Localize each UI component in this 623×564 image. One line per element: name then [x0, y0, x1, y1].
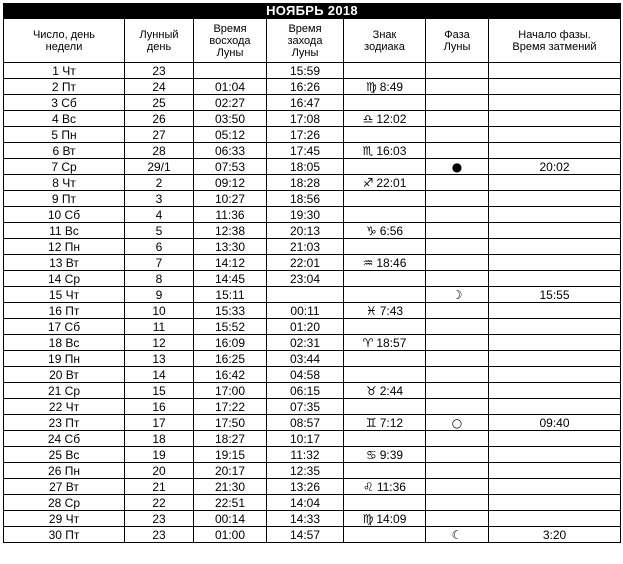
- phase-start-cell: [489, 463, 621, 479]
- header-line: Лунный: [139, 28, 179, 41]
- moonrise-cell: 20:17: [194, 463, 267, 479]
- phase-cell: [426, 175, 489, 191]
- date-cell: 9 Пт: [4, 191, 125, 207]
- lunar-day-cell: 10: [125, 303, 194, 319]
- phase-cell: [426, 239, 489, 255]
- phase-start-cell: [489, 303, 621, 319]
- table-row: [4, 495, 621, 511]
- moonrise-cell: 17:50: [194, 415, 267, 431]
- lunar-day-cell: 29/1: [125, 159, 194, 175]
- header-line: Время: [213, 22, 247, 35]
- zodiac-sign-icon: ♑: [365, 223, 377, 238]
- moonset-cell: 13:26: [267, 479, 344, 495]
- phase-cell: [426, 127, 489, 143]
- table-row: [4, 287, 621, 303]
- lunar-day-cell: 11: [125, 319, 194, 335]
- header-line: Время: [288, 22, 322, 35]
- lunar-day-cell: 19: [125, 447, 194, 463]
- moonrise-cell: 11:36: [194, 207, 267, 223]
- zodiac-sign-icon: ♋: [365, 447, 377, 462]
- phase-cell: [426, 255, 489, 271]
- phase-start-cell: [489, 319, 621, 335]
- phase-cell: [426, 319, 489, 335]
- lunar-day-cell: 17: [125, 415, 194, 431]
- zodiac-sign-icon: ♎: [362, 111, 374, 126]
- moonset-cell: 14:33: [267, 511, 344, 527]
- moonset-cell: [267, 287, 344, 303]
- moonrise-cell: 02:27: [194, 95, 267, 111]
- moonset-cell: 06:15: [267, 383, 344, 399]
- table-row: [4, 223, 621, 239]
- phase-cell: [426, 367, 489, 383]
- phase-start-cell: [489, 127, 621, 143]
- table-row: [4, 447, 621, 463]
- phase-cell: [426, 431, 489, 447]
- table-row: [4, 383, 621, 399]
- date-cell: 21 Ср: [4, 383, 125, 399]
- moonset-cell: 02:31: [267, 335, 344, 351]
- zodiac-entry-time: 16:03: [376, 143, 407, 158]
- table-row: [4, 527, 621, 543]
- lunar-day-cell: 21: [125, 479, 194, 495]
- moonset-cell: 08:57: [267, 415, 344, 431]
- lunar-day-cell: 18: [125, 431, 194, 447]
- lunar-day-cell: 23: [125, 527, 194, 543]
- table-row: [4, 303, 621, 319]
- table-row: [4, 159, 621, 175]
- zodiac-cell: [344, 255, 426, 271]
- zodiac-entry-time: 8:49: [379, 79, 404, 94]
- zodiac-cell: [344, 367, 426, 383]
- header-line: Число, день: [32, 28, 96, 41]
- header-row: [4, 19, 621, 63]
- lunar-day-cell: 6: [125, 239, 194, 255]
- zodiac-cell: [344, 127, 426, 143]
- moonrise-cell: 22:51: [194, 495, 267, 511]
- phase-cell: [426, 207, 489, 223]
- phase-start-cell: [489, 175, 621, 191]
- phase-start-cell: [489, 207, 621, 223]
- phase-start-cell: 15:55: [489, 287, 621, 303]
- zodiac-cell: [344, 223, 426, 239]
- zodiac-cell: [344, 303, 426, 319]
- zodiac-cell: [344, 287, 426, 303]
- date-cell: 8 Чт: [4, 175, 125, 191]
- table-row: [4, 127, 621, 143]
- header-line: Начало фазы.: [518, 28, 591, 41]
- date-cell: 3 Сб: [4, 95, 125, 111]
- phase-cell: [426, 271, 489, 287]
- moon-phase-icon: ☾: [451, 527, 463, 542]
- zodiac-cell: [344, 335, 426, 351]
- moonset-cell: 07:35: [267, 399, 344, 415]
- phase-start-cell: [489, 239, 621, 255]
- moonrise-cell: 12:38: [194, 223, 267, 239]
- date-cell: 5 Пн: [4, 127, 125, 143]
- zodiac-sign-icon: ♍: [362, 511, 374, 526]
- moonset-cell: 12:35: [267, 463, 344, 479]
- table-row: [4, 191, 621, 207]
- date-cell: 22 Чт: [4, 399, 125, 415]
- lunar-day-cell: 23: [125, 511, 194, 527]
- table-row: [4, 431, 621, 447]
- zodiac-cell: [344, 383, 426, 399]
- lunar-calendar: [3, 3, 621, 543]
- zodiac-cell: [344, 143, 426, 159]
- moonrise-cell: 05:12: [194, 127, 267, 143]
- moon-phase-icon: ●: [451, 159, 463, 174]
- header-moonset: [267, 19, 344, 63]
- table-row: [4, 319, 621, 335]
- moonrise-cell: [194, 63, 267, 79]
- date-cell: 23 Пт: [4, 415, 125, 431]
- table-row: [4, 239, 621, 255]
- phase-cell: [426, 383, 489, 399]
- moonrise-cell: 01:00: [194, 527, 267, 543]
- lunar-day-cell: 24: [125, 79, 194, 95]
- phase-cell: [426, 351, 489, 367]
- moonset-cell: 18:28: [267, 175, 344, 191]
- phase-cell: [426, 511, 489, 527]
- lunar-day-cell: 26: [125, 111, 194, 127]
- table-row: [4, 271, 621, 287]
- phase-start-cell: [489, 255, 621, 271]
- header-moonrise: [194, 19, 267, 63]
- date-cell: 15 Чт: [4, 287, 125, 303]
- phase-start-cell: 09:40: [489, 415, 621, 431]
- lunar-day-cell: 28: [125, 143, 194, 159]
- zodiac-entry-time: 7:12: [379, 415, 404, 430]
- zodiac-entry-time: 22:01: [376, 175, 407, 190]
- zodiac-cell: [344, 63, 426, 79]
- table-row: [4, 255, 621, 271]
- table-row: [4, 415, 621, 431]
- phase-start-cell: [489, 479, 621, 495]
- header-line: Луны: [291, 46, 319, 59]
- moonset-cell: 18:56: [267, 191, 344, 207]
- zodiac-cell: [344, 159, 426, 175]
- date-cell: 2 Пт: [4, 79, 125, 95]
- lunar-calendar-table: [3, 3, 621, 543]
- header-lunar-day: [125, 19, 194, 63]
- moonset-cell: 04:58: [267, 367, 344, 383]
- phase-cell: [426, 335, 489, 351]
- lunar-day-cell: 20: [125, 463, 194, 479]
- moonrise-cell: 14:12: [194, 255, 267, 271]
- lunar-day-cell: 5: [125, 223, 194, 239]
- zodiac-sign-icon: ♈: [362, 335, 374, 350]
- month-title: НОЯБРЬ 2018: [4, 4, 621, 19]
- table-row: [4, 95, 621, 111]
- zodiac-cell: [344, 239, 426, 255]
- phase-start-cell: [489, 95, 621, 111]
- zodiac-entry-time: 18:46: [376, 255, 407, 270]
- zodiac-sign-icon: ♍: [365, 79, 377, 94]
- date-cell: 1 Чт: [4, 63, 125, 79]
- phase-start-cell: [489, 223, 621, 239]
- moonset-cell: 17:45: [267, 143, 344, 159]
- header-line: недели: [45, 40, 83, 53]
- table-row: [4, 367, 621, 383]
- table-row: [4, 479, 621, 495]
- zodiac-cell: [344, 319, 426, 335]
- zodiac-sign-icon: ♌: [363, 479, 374, 494]
- lunar-day-cell: 9: [125, 287, 194, 303]
- zodiac-entry-time: 12:02: [376, 111, 407, 126]
- date-cell: 25 Вс: [4, 447, 125, 463]
- date-cell: 20 Вт: [4, 367, 125, 383]
- zodiac-cell: [344, 415, 426, 431]
- moonset-cell: 20:13: [267, 223, 344, 239]
- zodiac-cell: [344, 79, 426, 95]
- lunar-day-cell: 22: [125, 495, 194, 511]
- header-phase-start: [489, 19, 621, 63]
- phase-cell: [426, 287, 489, 303]
- moonset-cell: 14:57: [267, 527, 344, 543]
- header-line: Знак: [372, 28, 397, 41]
- table-row: [4, 143, 621, 159]
- zodiac-cell: [344, 447, 426, 463]
- lunar-day-cell: 3: [125, 191, 194, 207]
- moonrise-cell: 16:09: [194, 335, 267, 351]
- phase-cell: [426, 223, 489, 239]
- phase-start-cell: [489, 351, 621, 367]
- moonrise-cell: 09:12: [194, 175, 267, 191]
- date-cell: 11 Вс: [4, 223, 125, 239]
- moonrise-cell: 03:50: [194, 111, 267, 127]
- date-cell: 18 Вс: [4, 335, 125, 351]
- moonset-cell: 10:17: [267, 431, 344, 447]
- phase-cell: [426, 191, 489, 207]
- phase-cell: [426, 399, 489, 415]
- moonset-cell: 03:44: [267, 351, 344, 367]
- moonset-cell: 22:01: [267, 255, 344, 271]
- moonrise-cell: 15:52: [194, 319, 267, 335]
- zodiac-cell: [344, 479, 426, 495]
- phase-start-cell: [489, 271, 621, 287]
- moonrise-cell: 17:22: [194, 399, 267, 415]
- moonrise-cell: 10:27: [194, 191, 267, 207]
- zodiac-cell: [344, 463, 426, 479]
- header-line: восхода: [209, 34, 251, 47]
- phase-cell: [426, 159, 489, 175]
- moonset-cell: 18:05: [267, 159, 344, 175]
- phase-cell: [426, 95, 489, 111]
- zodiac-cell: [344, 191, 426, 207]
- header-date: [4, 19, 125, 63]
- phase-cell: [426, 415, 489, 431]
- moonset-cell: 21:03: [267, 239, 344, 255]
- phase-start-cell: [489, 143, 621, 159]
- moonrise-cell: 14:45: [194, 271, 267, 287]
- zodiac-sign-icon: ♉: [365, 383, 377, 398]
- moon-phase-icon: ☽: [451, 287, 463, 302]
- lunar-day-cell: 7: [125, 255, 194, 271]
- zodiac-sign-icon: ♏: [362, 143, 374, 158]
- phase-start-cell: [489, 111, 621, 127]
- lunar-day-cell: 4: [125, 207, 194, 223]
- phase-start-cell: [489, 495, 621, 511]
- date-cell: 12 Пн: [4, 239, 125, 255]
- table-row: [4, 207, 621, 223]
- header-line: зодиака: [364, 40, 405, 53]
- header-line: Фаза: [444, 28, 470, 41]
- table-row: [4, 463, 621, 479]
- moonrise-cell: 16:42: [194, 367, 267, 383]
- moonrise-cell: 19:15: [194, 447, 267, 463]
- phase-cell: [426, 111, 489, 127]
- zodiac-cell: [344, 111, 426, 127]
- moonset-cell: 14:04: [267, 495, 344, 511]
- phase-cell: [426, 527, 489, 543]
- lunar-day-cell: 27: [125, 127, 194, 143]
- zodiac-sign-icon: ♒: [362, 255, 374, 270]
- zodiac-sign-icon: ♊: [365, 415, 377, 430]
- date-cell: 10 Сб: [4, 207, 125, 223]
- header-line: Луны: [216, 46, 244, 59]
- phase-start-cell: [489, 191, 621, 207]
- title-row: [4, 4, 621, 19]
- date-cell: 24 Сб: [4, 431, 125, 447]
- moonrise-cell: 06:33: [194, 143, 267, 159]
- phase-cell: [426, 463, 489, 479]
- phase-start-cell: 3:20: [489, 527, 621, 543]
- lunar-day-cell: 14: [125, 367, 194, 383]
- table-row: [4, 399, 621, 415]
- lunar-day-cell: 16: [125, 399, 194, 415]
- moonset-cell: 16:26: [267, 79, 344, 95]
- moonrise-cell: 00:14: [194, 511, 267, 527]
- moonrise-cell: 01:04: [194, 79, 267, 95]
- zodiac-entry-time: 14:09: [376, 511, 407, 526]
- phase-cell: [426, 63, 489, 79]
- phase-start-cell: 20:02: [489, 159, 621, 175]
- zodiac-cell: [344, 207, 426, 223]
- header-line: Луны: [443, 40, 471, 53]
- table-row: [4, 111, 621, 127]
- zodiac-cell: [344, 511, 426, 527]
- date-cell: 17 Сб: [4, 319, 125, 335]
- phase-start-cell: [489, 383, 621, 399]
- date-cell: 30 Пт: [4, 527, 125, 543]
- phase-start-cell: [489, 367, 621, 383]
- header-line: захода: [287, 34, 323, 47]
- moonrise-cell: 18:27: [194, 431, 267, 447]
- moonrise-cell: 17:00: [194, 383, 267, 399]
- moonrise-cell: 13:30: [194, 239, 267, 255]
- lunar-day-cell: 25: [125, 95, 194, 111]
- phase-start-cell: [489, 431, 621, 447]
- moonrise-cell: 15:33: [194, 303, 267, 319]
- table-row: [4, 351, 621, 367]
- moonrise-cell: 21:30: [194, 479, 267, 495]
- date-cell: 4 Вс: [4, 111, 125, 127]
- date-cell: 13 Вт: [4, 255, 125, 271]
- moonset-cell: 17:08: [267, 111, 344, 127]
- zodiac-entry-time: 11:36: [376, 479, 406, 494]
- header-zodiac: [344, 19, 426, 63]
- moonset-cell: 19:30: [267, 207, 344, 223]
- table-row: [4, 79, 621, 95]
- date-cell: 16 Пт: [4, 303, 125, 319]
- phase-cell: [426, 495, 489, 511]
- lunar-day-cell: 8: [125, 271, 194, 287]
- zodiac-cell: [344, 399, 426, 415]
- zodiac-sign-icon: ♐: [362, 175, 374, 190]
- header-phase: [426, 19, 489, 63]
- moon-phase-icon: ○: [451, 415, 463, 430]
- lunar-day-cell: 13: [125, 351, 194, 367]
- moonset-cell: 11:32: [267, 447, 344, 463]
- zodiac-sign-icon: ♓: [365, 303, 377, 318]
- phase-cell: [426, 447, 489, 463]
- moonrise-cell: 16:25: [194, 351, 267, 367]
- lunar-day-cell: 15: [125, 383, 194, 399]
- lunar-day-cell: 2: [125, 175, 194, 191]
- phase-start-cell: [489, 63, 621, 79]
- zodiac-cell: [344, 431, 426, 447]
- date-cell: 6 Вт: [4, 143, 125, 159]
- phase-cell: [426, 79, 489, 95]
- date-cell: 29 Чт: [4, 511, 125, 527]
- date-cell: 27 Вт: [4, 479, 125, 495]
- zodiac-entry-time: 7:43: [379, 303, 404, 318]
- zodiac-cell: [344, 95, 426, 111]
- date-cell: 7 Ср: [4, 159, 125, 175]
- date-cell: 19 Пн: [4, 351, 125, 367]
- date-cell: 14 Ср: [4, 271, 125, 287]
- zodiac-cell: [344, 351, 426, 367]
- moonset-cell: 01:20: [267, 319, 344, 335]
- zodiac-entry-time: 9:39: [379, 447, 404, 462]
- phase-cell: [426, 479, 489, 495]
- moonrise-cell: 15:11: [194, 287, 267, 303]
- header-line: Время затмений: [512, 40, 597, 53]
- table-body: [4, 63, 621, 543]
- date-cell: 26 Пн: [4, 463, 125, 479]
- zodiac-entry-time: 6:56: [379, 223, 404, 238]
- table-row: [4, 63, 621, 79]
- zodiac-cell: [344, 495, 426, 511]
- phase-cell: [426, 303, 489, 319]
- phase-start-cell: [489, 511, 621, 527]
- phase-start-cell: [489, 79, 621, 95]
- lunar-day-cell: 23: [125, 63, 194, 79]
- moonrise-cell: 07:53: [194, 159, 267, 175]
- zodiac-cell: [344, 175, 426, 191]
- moonset-cell: 23:04: [267, 271, 344, 287]
- zodiac-entry-time: 18:57: [376, 335, 407, 350]
- moonset-cell: 17:26: [267, 127, 344, 143]
- phase-start-cell: [489, 399, 621, 415]
- table-row: [4, 175, 621, 191]
- table-row: [4, 511, 621, 527]
- phase-start-cell: [489, 335, 621, 351]
- zodiac-cell: [344, 271, 426, 287]
- table-row: [4, 335, 621, 351]
- header-line: день: [146, 40, 172, 53]
- moonset-cell: 00:11: [267, 303, 344, 319]
- lunar-day-cell: 12: [125, 335, 194, 351]
- phase-cell: [426, 143, 489, 159]
- moonset-cell: 16:47: [267, 95, 344, 111]
- moonset-cell: 15:59: [267, 63, 344, 79]
- date-cell: 28 Ср: [4, 495, 125, 511]
- zodiac-cell: [344, 527, 426, 543]
- phase-start-cell: [489, 447, 621, 463]
- zodiac-entry-time: 2:44: [379, 383, 404, 398]
